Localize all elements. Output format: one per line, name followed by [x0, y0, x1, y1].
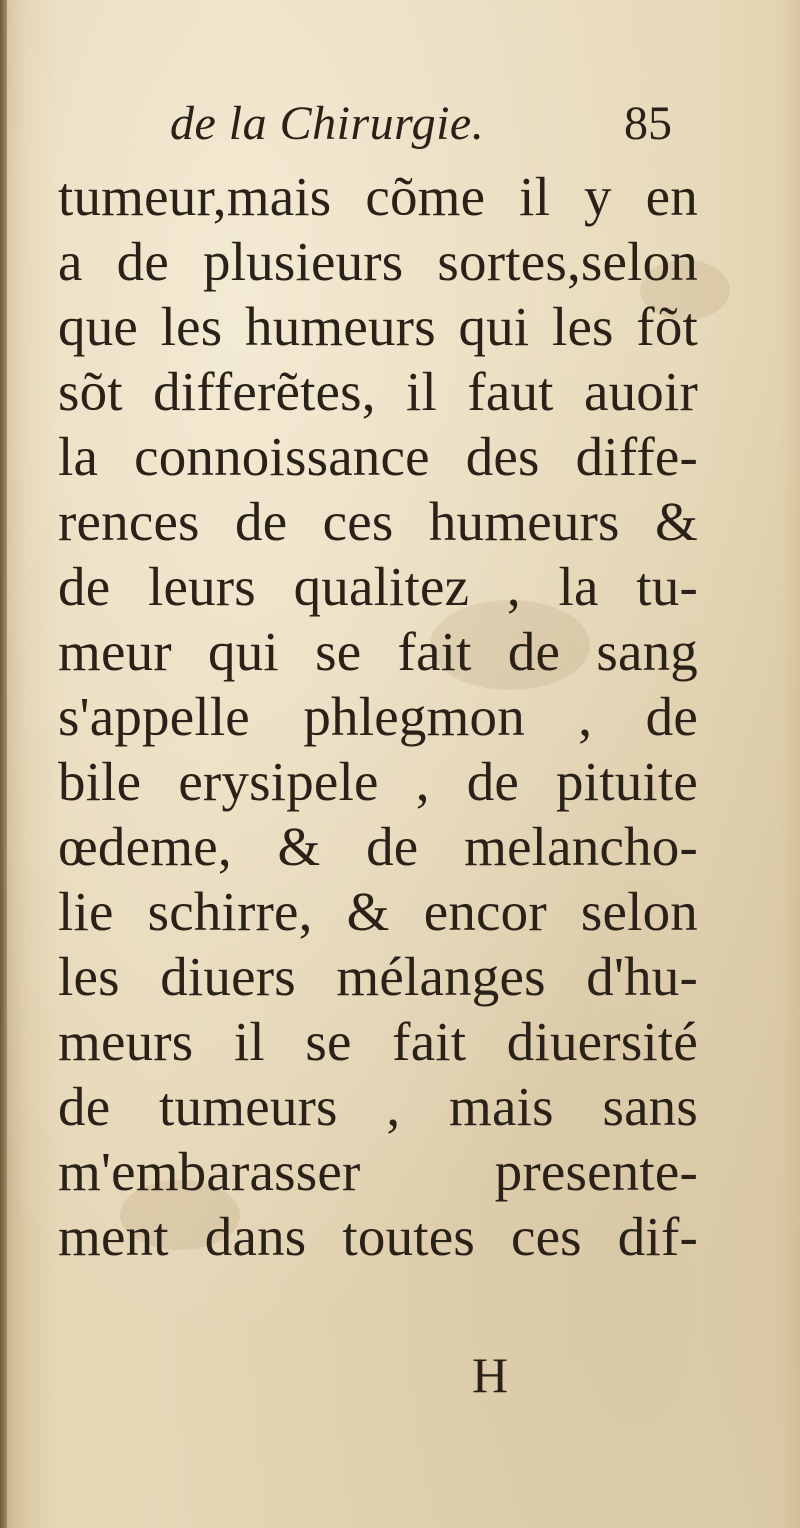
text-line: de tumeurs , mais sans — [58, 1076, 698, 1137]
text-line: bile erysipele , de pituite — [58, 751, 698, 812]
text-line: m'embarasser presente- — [58, 1141, 698, 1202]
text-line: de leurs qualitez , la tu- — [58, 556, 698, 617]
text-line: lie schirre, & encor selon — [58, 881, 698, 942]
body-text — [58, 164, 698, 1269]
text-line: meur qui se fait de sang — [58, 621, 698, 682]
text-line: sõt differẽtes, il faut auoir — [58, 361, 698, 422]
signature-mark: H — [472, 1347, 509, 1403]
text-line: a de plusieurs sortes,selon — [58, 231, 698, 292]
text-line: que les humeurs qui les fõt — [58, 296, 698, 357]
page-number: 85 — [624, 97, 672, 150]
page-header — [58, 84, 698, 164]
text-line: s'appelle phlegmon , de — [58, 686, 698, 747]
running-title: de la Chirurgie. — [170, 97, 485, 150]
binding-gutter — [0, 0, 7, 1528]
text-line: œdeme, & de melancho- — [58, 816, 698, 877]
text-line: tumeur,mais cõme il y en — [58, 166, 698, 227]
printed-text-block — [58, 84, 698, 1269]
text-line: la connoissance des diffe- — [58, 426, 698, 487]
text-line: rences de ces humeurs & — [58, 491, 698, 552]
text-line: meurs il se fait diuersité — [58, 1011, 698, 1072]
text-line: les diuers mélanges d'hu- — [58, 946, 698, 1007]
text-line: ment dans toutes ces dif- — [58, 1206, 698, 1267]
